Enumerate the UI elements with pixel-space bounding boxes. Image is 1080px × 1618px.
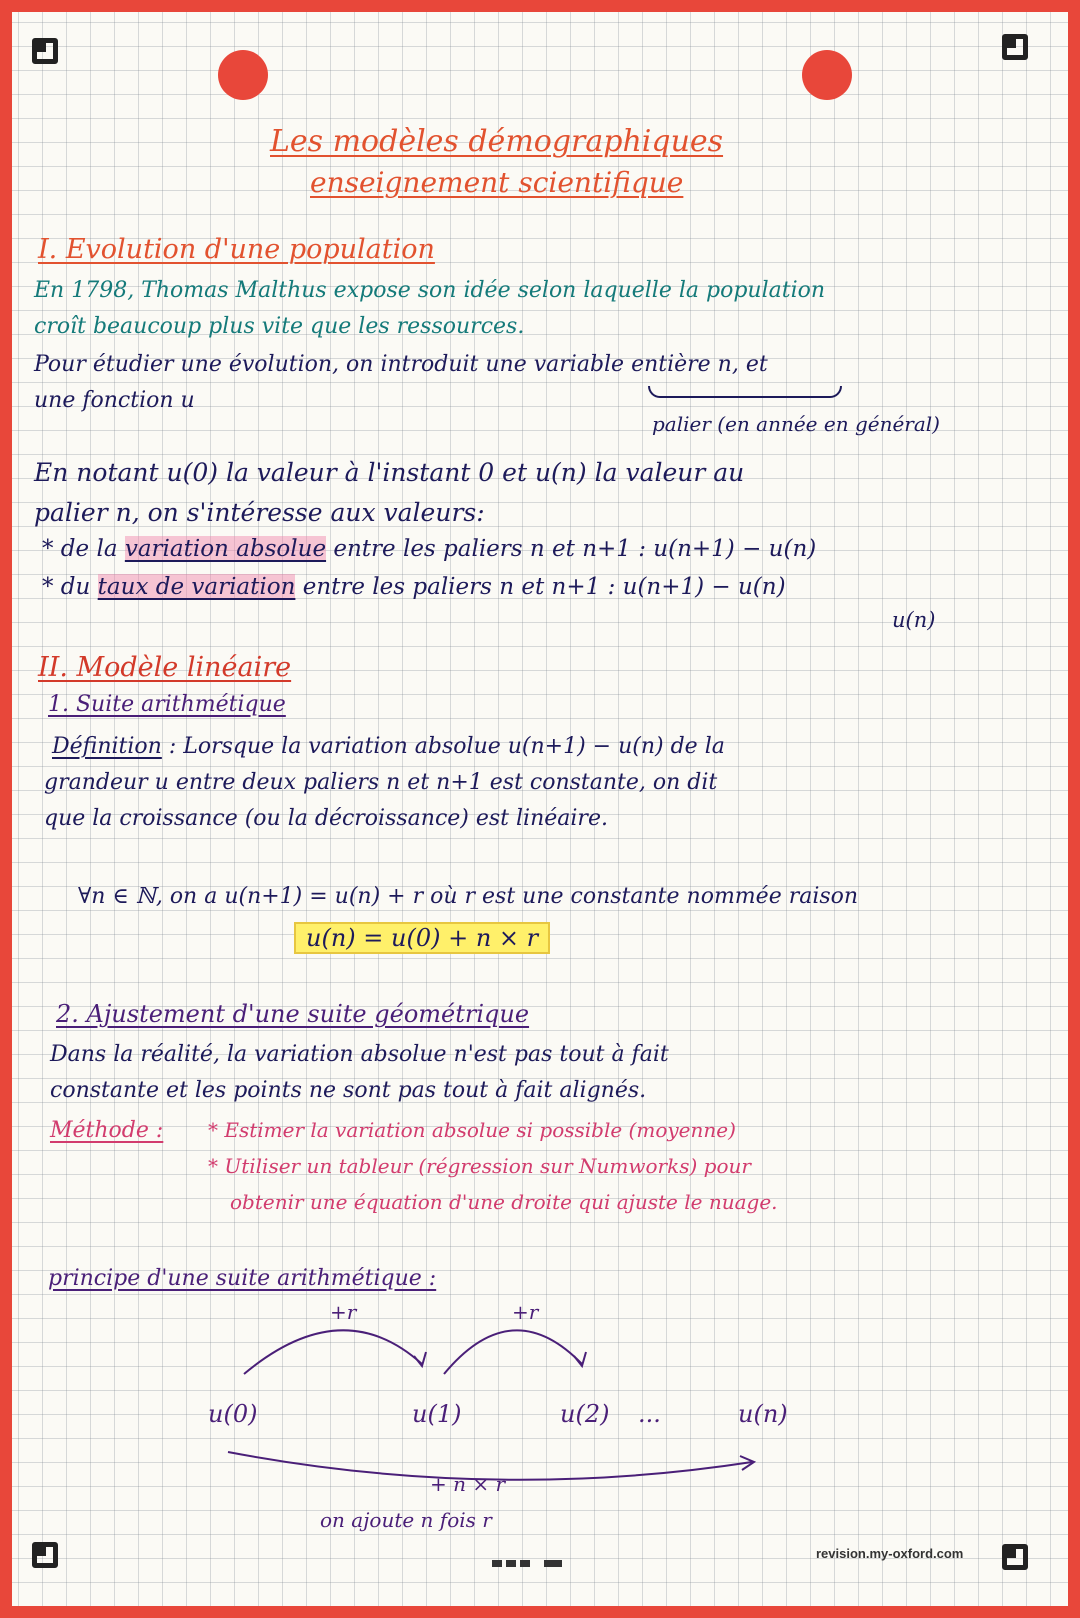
sequence-term: u(1) (412, 1400, 462, 1428)
method-item: obtenir une équation d'une droite qui ajuste le nuage. (230, 1190, 778, 1214)
step-label: +r (330, 1300, 357, 1324)
brace-label: palier (en année en général) (652, 412, 940, 436)
boxed-formula: u(n) = u(0) + n × r (294, 922, 550, 954)
definition-line: grandeur u entre deux paliers n et n+1 est constante, on dit (44, 770, 718, 795)
page-title: Les modèles démographiques (270, 124, 724, 159)
sequence-term: u(0) (208, 1400, 258, 1428)
paragraph-line: constante et les points ne sont pas tout à fait alignés. (50, 1078, 647, 1103)
arrowhead (574, 1352, 586, 1366)
fraction-denominator: u(n) (892, 608, 936, 632)
bullet-rest: entre les paliers n et n+1 : u(n+1) − u(n) (326, 536, 817, 562)
paragraph-line: En 1798, Thomas Malthus expose son idée selon laquelle la population (34, 278, 826, 303)
method-item: * Utiliser un tableur (régression sur Numworks) pour (208, 1154, 751, 1178)
method-label: Méthode : (50, 1118, 164, 1143)
page-marks (492, 1552, 566, 1571)
page-subtitle: enseignement scientifique (310, 166, 684, 199)
section-heading: I. Evolution d'une population (38, 234, 435, 265)
arrowhead (414, 1352, 426, 1366)
definition-text: : Lorsque la variation absolue u(n+1) − u(n) de la (161, 734, 725, 759)
sequence-ellipsis: ... (638, 1400, 661, 1428)
diagram-heading: principe d'une suite arithmétique : (48, 1266, 437, 1291)
highlighted-term: taux de variation (97, 574, 296, 600)
bullet-rest: entre les paliers n et n+1 : u(n+1) − u(n) (295, 574, 786, 600)
subsection-heading: 2. Ajustement d'une suite géométrique (56, 1000, 530, 1028)
method-item: * Estimer la variation absolue si possible (moyenne) (208, 1118, 736, 1142)
sequence-term: u(2) (560, 1400, 610, 1428)
highlighted-term: variation absolue (124, 536, 327, 562)
section-heading: II. Modèle linéaire (38, 652, 292, 683)
bullet-prefix: * du (42, 574, 98, 600)
paragraph-line: croît beaucoup plus vite que les ressources. (34, 314, 525, 339)
sequence-term: u(n) (738, 1400, 788, 1428)
total-step-label: + n × r (430, 1472, 506, 1496)
paragraph-line: Pour étudier une évolution, on introduit une variable entière n, et (34, 352, 768, 377)
paragraph-line: En notant u(0) la valeur à l'instant 0 et u(n) la valeur au (34, 458, 745, 487)
paragraph-line: palier n, on s'intéresse aux valeurs: (34, 498, 485, 527)
subsection-heading: 1. Suite arithmétique (48, 692, 286, 717)
notebook-page (12, 12, 1068, 1606)
diagram-caption: on ajoute n fois r (320, 1508, 492, 1532)
definition-line: que la croissance (ou la décroissance) est linéaire. (44, 806, 608, 831)
formula-line: ∀n ∈ ℕ, on a u(n+1) = u(n) + r où r est une constante nommée raison (78, 884, 859, 909)
definition-label: Définition (52, 734, 162, 759)
sequence-diagram (12, 12, 1068, 1606)
arrow-path (444, 1330, 582, 1374)
bullet-prefix: * de la (42, 536, 125, 562)
paragraph-line: Dans la réalité, la variation absolue n'est pas tout à fait (50, 1042, 669, 1067)
footer-url: revision.my-oxford.com (816, 1546, 964, 1561)
paragraph-line: une fonction u (34, 388, 195, 413)
step-label: +r (512, 1300, 539, 1324)
arrow-path (244, 1330, 422, 1374)
